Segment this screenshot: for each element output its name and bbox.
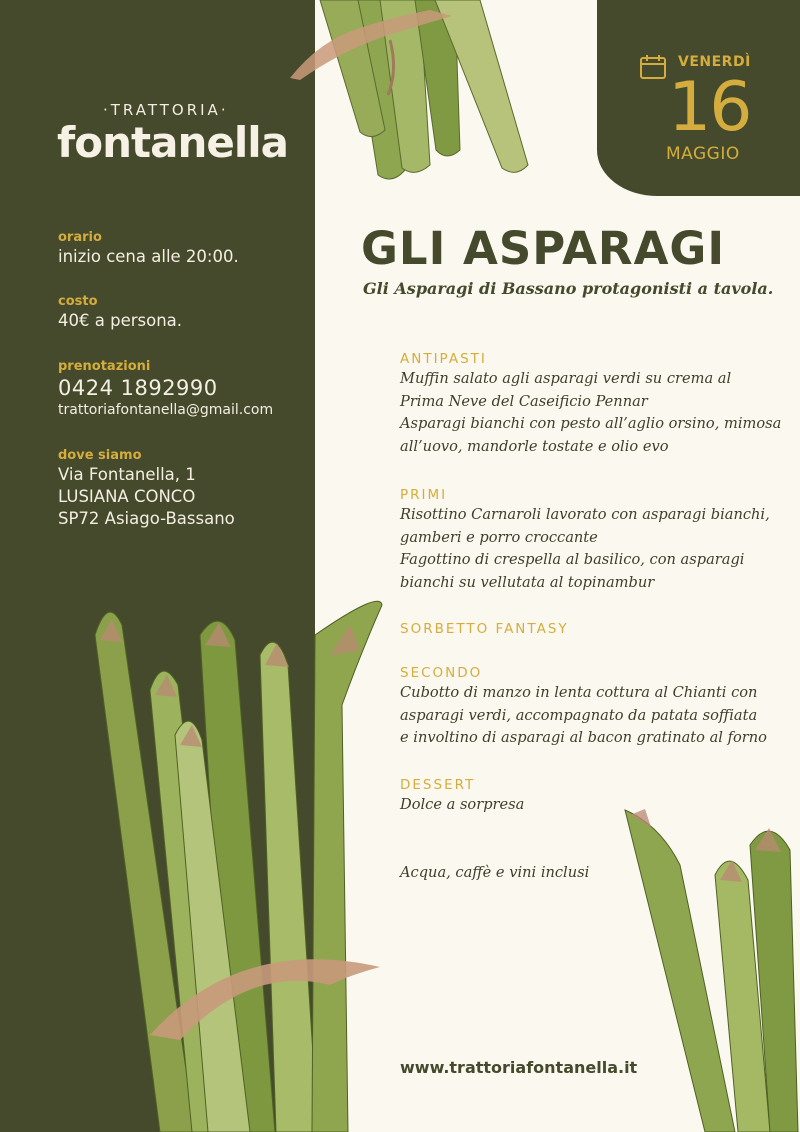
date-month: MAGGIO xyxy=(666,144,740,164)
brand-logo-name: fontanella xyxy=(57,118,288,167)
hours-value: inizio cena alle 20:00. xyxy=(58,247,239,266)
hours-block xyxy=(58,230,239,268)
price-label: costo xyxy=(58,294,98,309)
menu-item-line: Prima Neve del Caseificio Pennar xyxy=(400,392,648,410)
menu-heading: DESSERT xyxy=(400,777,476,793)
drinks-included-note: Acqua, caffè e vini inclusi xyxy=(400,864,590,881)
menu-note xyxy=(400,862,589,885)
menu-item-line: asparagi verdi, accompagnato da patata soffiata xyxy=(400,706,758,724)
email-address[interactable]: trattoriafontanella@gmail.com xyxy=(58,402,274,418)
menu-item-line: gamberi e porro croccante xyxy=(400,528,598,546)
address-line: LUSIANA CONCO xyxy=(58,487,196,506)
menu-item-line: Risottino Carnaroli lavorato con asparagi bianchi, xyxy=(400,506,770,523)
menu-item-line: e involtino di asparagi al bacon gratinato al forno xyxy=(400,729,767,746)
address-line: SP72 Asiago-Bassano xyxy=(58,509,235,528)
menu-item-line: bianchi su vellutata al topinambur xyxy=(400,573,655,591)
address-block xyxy=(58,448,235,530)
asparagus-top-illustration xyxy=(280,0,540,190)
address-label: dove siamo xyxy=(58,448,142,463)
menu-section-antipasti xyxy=(400,350,781,458)
page-subtitle: Gli Asparagi di Bassano protagonisti a tavola. xyxy=(363,279,774,298)
date-day-number: 16 xyxy=(668,68,751,147)
menu-heading: SECONDO xyxy=(400,665,483,681)
menu-item-line: Cubotto di manzo in lenta cottura al Chianti con xyxy=(400,684,758,701)
phone-number[interactable]: 0424 1892990 xyxy=(58,376,218,400)
menu-item-line: Fagottino di crespella al basilico, con asparagi xyxy=(400,551,745,568)
reservations-block xyxy=(58,359,273,419)
asparagus-right-illustration xyxy=(620,805,800,1132)
menu-section-secondo xyxy=(400,664,767,750)
brand-tagline: ·TRATTORIA· xyxy=(103,101,229,119)
address-line: Via Fontanella, 1 xyxy=(58,465,196,484)
website-link[interactable]: www.trattoriafontanella.it xyxy=(400,1058,638,1077)
price-value: 40€ a persona. xyxy=(58,311,183,330)
menu-heading: SORBETTO FANTASY xyxy=(400,621,569,637)
menu-heading: PRIMI xyxy=(400,487,448,503)
hours-label: orario xyxy=(58,230,102,245)
price-block xyxy=(58,294,182,332)
calendar-icon xyxy=(639,53,669,81)
menu-item-line: Asparagi bianchi con pesto all’aglio orsino, mimosa xyxy=(400,415,782,432)
menu-item-line: all’uovo, mandorle tostate e olio evo xyxy=(400,437,669,455)
menu-section-primi xyxy=(400,486,770,594)
menu-section-dessert xyxy=(400,776,524,817)
asparagus-left-illustration xyxy=(80,595,390,1132)
menu-heading: ANTIPASTI xyxy=(400,351,487,367)
menu-item-line: Muffin salato agli asparagi verdi su crema al xyxy=(400,370,732,387)
reservations-label: prenotazioni xyxy=(58,359,151,374)
date-day-name: VENERDÌ xyxy=(678,54,751,70)
page-title: GLI ASPARAGI xyxy=(361,222,726,275)
menu-section-sorbetto xyxy=(400,620,569,638)
menu-item-line: Dolce a sorpresa xyxy=(400,796,525,813)
